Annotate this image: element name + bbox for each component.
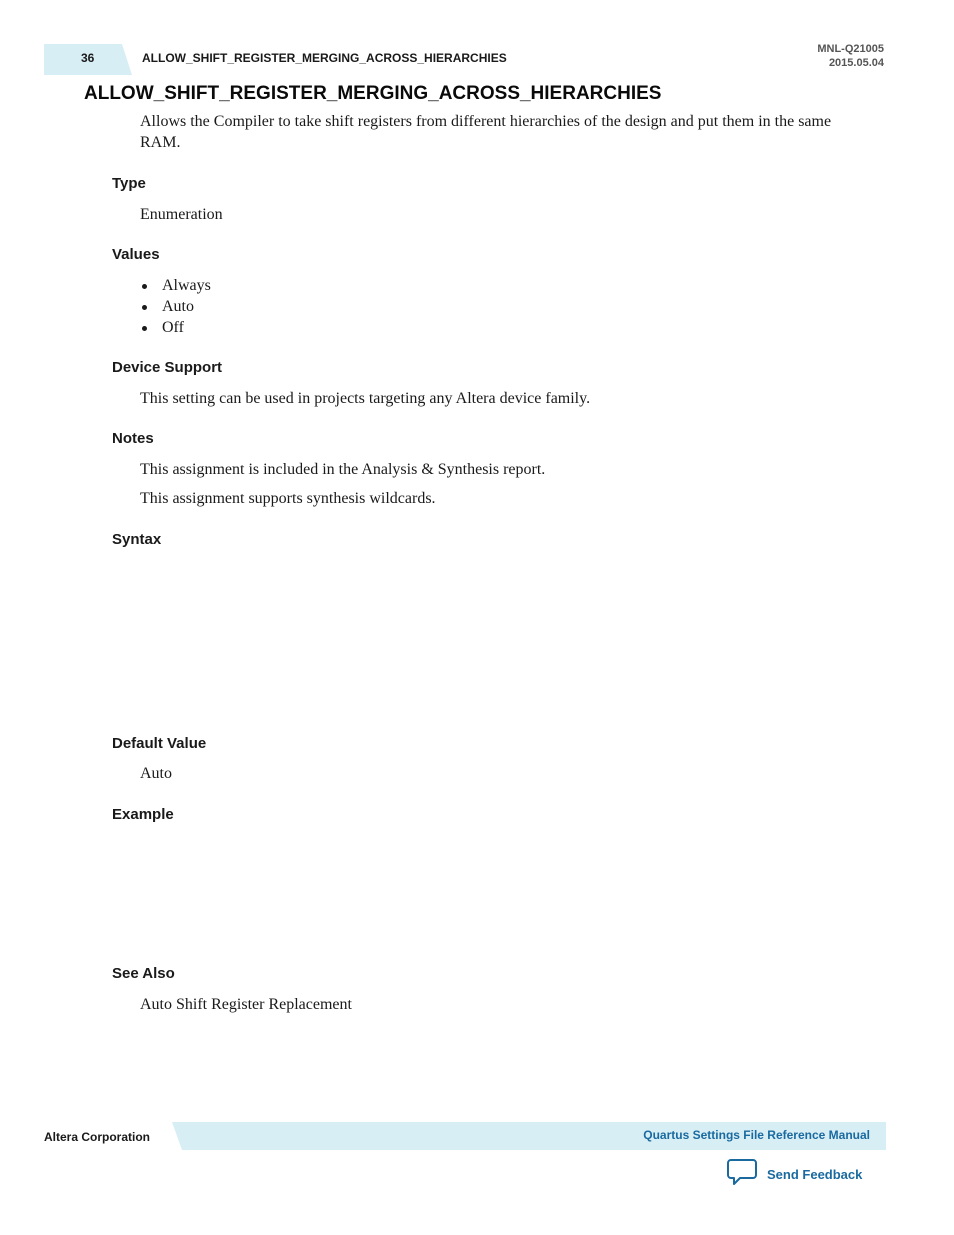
type-value: Enumeration: [140, 206, 223, 223]
page-number: 36: [81, 51, 95, 65]
default-value-heading: Default Value: [112, 735, 207, 752]
note-item: This assignment supports synthesis wildcards.: [140, 490, 436, 507]
device-support-text: This setting can be used in projects targeting any Altera device family.: [140, 390, 591, 407]
bullet-icon: [142, 326, 147, 331]
bullet-icon: [142, 284, 147, 289]
running-title: ALLOW_SHIFT_REGISTER_MERGING_ACROSS_HIERARCHIES: [142, 51, 507, 65]
device-support-heading: Device Support: [112, 359, 223, 376]
footer-manual-title[interactable]: Quartus Settings File Reference Manual: [643, 1128, 870, 1142]
page-title: ALLOW_SHIFT_REGISTER_MERGING_ACROSS_HIERARCHIES: [84, 83, 662, 104]
list-item: Auto: [140, 296, 211, 317]
bullet-icon: [142, 305, 147, 310]
values-list: [140, 275, 211, 338]
send-feedback-label: Send Feedback: [767, 1167, 863, 1182]
speech-bubble-icon: [727, 1158, 757, 1191]
notes-heading: Notes: [112, 430, 154, 447]
doc-number: MNL-Q21005: [817, 43, 884, 55]
send-feedback-button[interactable]: [727, 1158, 862, 1191]
type-heading: Type: [112, 175, 146, 192]
doc-date: 2015.05.04: [828, 57, 884, 69]
footer-company: Altera Corporation: [44, 1130, 151, 1144]
document-id: [817, 42, 884, 70]
list-item: Always: [140, 275, 211, 296]
see-also-heading: See Also: [112, 965, 175, 982]
note-item: This assignment is included in the Analysis & Synthesis report.: [140, 461, 546, 478]
values-heading: Values: [112, 246, 160, 263]
see-also-link[interactable]: Auto Shift Register Replacement: [140, 996, 352, 1013]
example-heading: Example: [112, 806, 174, 823]
syntax-heading: Syntax: [112, 531, 162, 548]
default-value: Auto: [140, 765, 172, 782]
list-item: Off: [140, 317, 211, 338]
intro-paragraph: Allows the Compiler to take shift registers from different hierarchies of the design and put them in the same RAM.: [140, 113, 832, 151]
